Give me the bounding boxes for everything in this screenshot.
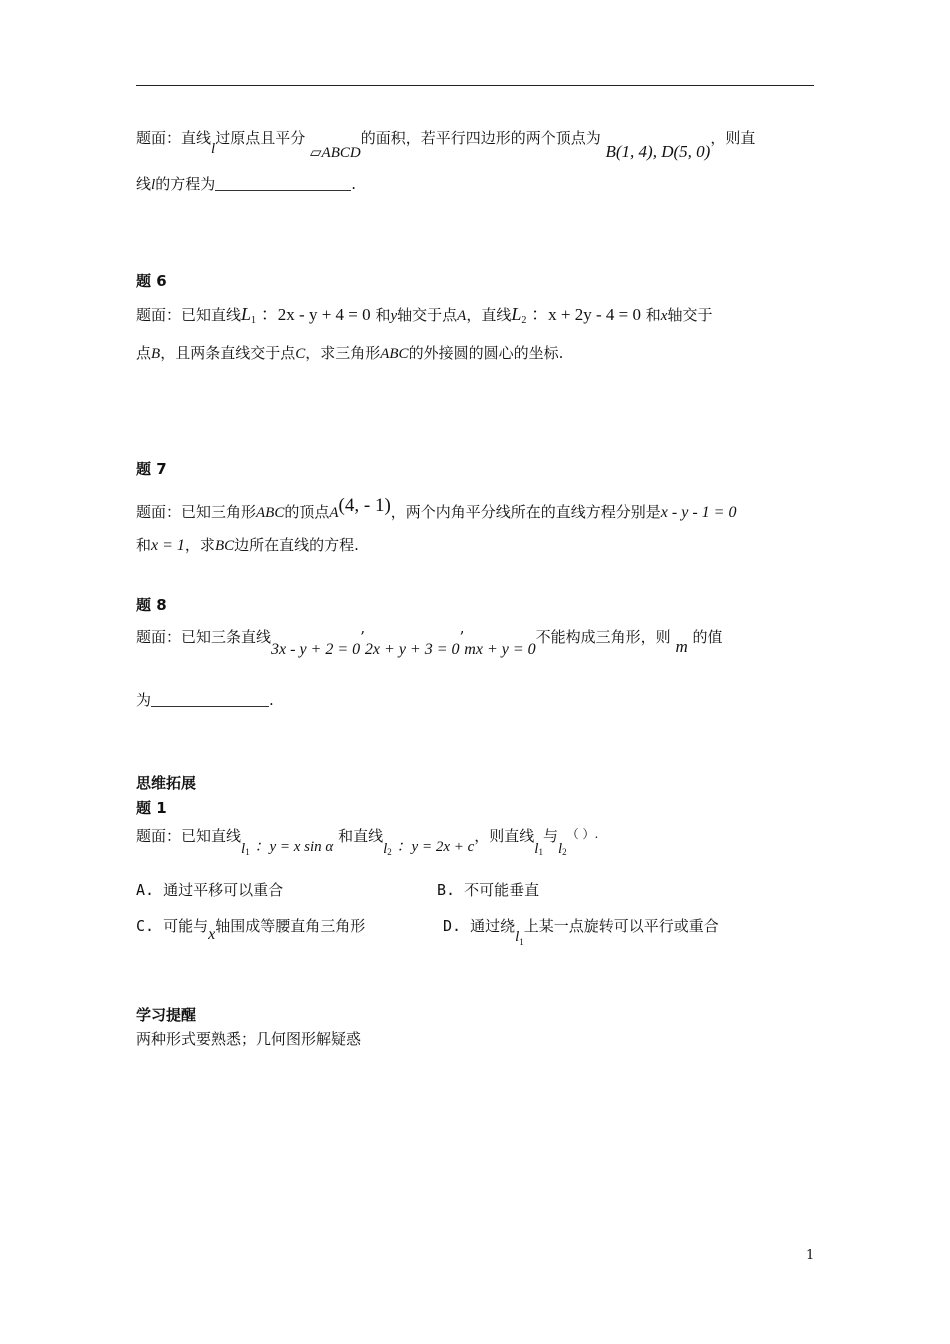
q7-line-1: 题面：已知三角形ABC的顶点A(4, - 1)，两个内角平分线所在的直线方程分别是x - y - 1 = 0 <box>136 495 737 521</box>
q8-line-2: 为 . <box>136 691 274 709</box>
q6-line-1: 题面：已知直线$L_1$ ：2x - y + 4 = 0 和y轴交于点A，直线$L_2$ ：x + 2y - 4 = 0 和x轴交于 <box>136 304 713 326</box>
tip-text: 两种形式要熟悉；几何图形解疑惑 <box>136 1030 362 1048</box>
option-d[interactable]: D. 通过绕$l_1$上某一点旋转可以平行或重合 <box>443 917 719 947</box>
option-c[interactable]: C. 可能与x轴围成等腰直角三角形 <box>136 917 366 943</box>
q6-line-2: 点B，且两条直线交于点C，求三角形ABC的外接圆的圆心的坐标. <box>136 344 564 362</box>
q6-heading: 题 6 <box>136 272 167 290</box>
q7-line-2: 和x = 1，求BC边所在直线的方程. <box>136 536 359 554</box>
q8-line-1: 题面：已知三条直线3x - y + 2 = 0’2x + y + 3 = 0’mx + y = 0不能构成三角形，则 m 的值 <box>136 628 723 658</box>
ext-q1-line: 题面：已知直线$l_1$ ：y = x sin α 和直线$l_2$ ：y = 2x + c，则直线$l_1$与$l_2^{( ).}$ <box>136 827 599 857</box>
q5-line-1: 题面：直线l过原点且平分 ▱ABCD的面积，若平行四边形的两个顶点为 B(1, 4), D(5, 0)，则直 <box>136 129 756 161</box>
q5-line-2: 线l的方程为 . <box>136 175 356 193</box>
q7-heading: 题 7 <box>136 460 167 478</box>
answer-blank[interactable] <box>215 190 351 191</box>
header-rule <box>136 85 814 86</box>
q8-heading: 题 8 <box>136 596 167 614</box>
answer-blank[interactable] <box>151 706 269 707</box>
option-a[interactable]: A. 通过平移可以重合 <box>136 881 284 899</box>
ext-q1-heading: 题 1 <box>136 799 167 817</box>
ext-heading: 思维拓展 <box>136 774 197 792</box>
option-b[interactable]: B. 不可能垂直 <box>437 881 540 899</box>
tip-heading: 学习提醒 <box>136 1006 197 1024</box>
page-number: 1 <box>806 1248 815 1263</box>
